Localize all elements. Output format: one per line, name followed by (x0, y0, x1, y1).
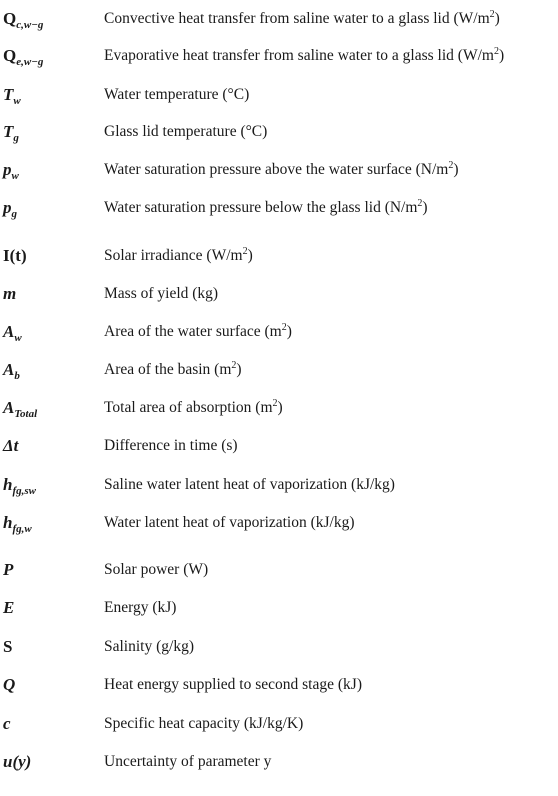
definition-text: Heat energy supplied to second stage (kJ) (104, 676, 362, 693)
symbol-subscript: w (13, 95, 21, 107)
nomenclature-row (0, 674, 558, 704)
definition (104, 397, 283, 419)
definition-text: Convective heat transfer from saline water to a glass lid (W/m (104, 10, 490, 27)
symbol (3, 713, 11, 735)
definition (104, 713, 303, 735)
symbol (3, 512, 32, 534)
definition (104, 197, 428, 219)
nomenclature-row (0, 45, 558, 75)
symbol-base: p (3, 160, 12, 179)
definition (104, 8, 500, 30)
symbol (3, 245, 27, 267)
unit-superscript: 2 (231, 360, 237, 371)
definition (104, 321, 292, 343)
definition-text: Specific heat capacity (kJ/kg/K) (104, 715, 304, 732)
symbol-base: A (3, 398, 15, 417)
symbol-base: I(t) (3, 246, 27, 265)
nomenclature-row (0, 197, 558, 227)
definition-suffix: ) (422, 199, 428, 216)
definition (104, 751, 271, 773)
nomenclature-row (0, 636, 558, 666)
symbol-base: E (3, 598, 15, 617)
definition-text: Salinity (g/kg) (104, 638, 194, 655)
definition-suffix: ) (236, 361, 242, 378)
symbol-base: Q (3, 46, 17, 65)
symbol-subscript: c,w−g (16, 19, 44, 31)
unit-superscript: 2 (493, 46, 499, 57)
symbol-base: P (3, 560, 14, 579)
symbol-base: m (3, 284, 17, 303)
definition-text: Water temperature (°C) (104, 86, 250, 103)
symbol-subscript: w (14, 332, 22, 344)
symbol (3, 159, 19, 181)
symbol-base: T (3, 122, 14, 141)
symbol-subscript: b (14, 370, 20, 382)
definition-text: Water saturation pressure above the water surface (N/m (104, 161, 449, 178)
symbol (3, 121, 19, 143)
unit-superscript: 2 (242, 246, 248, 257)
definition-text: Area of the water surface (m (104, 323, 282, 340)
nomenclature-row (0, 283, 558, 313)
symbol-base: S (3, 637, 13, 656)
symbol (3, 45, 43, 67)
symbol (3, 597, 14, 619)
definition (104, 45, 504, 67)
symbol-base: A (3, 322, 15, 341)
nomenclature-row (0, 321, 558, 351)
definition (104, 597, 176, 619)
definition-text: Water saturation pressure below the glass lid (N/m (104, 199, 418, 216)
symbol-base: Q (3, 9, 17, 28)
definition-text: Evaporative heat transfer from saline water to a glass lid (W/m (104, 47, 494, 64)
symbol-subscript: Total (14, 408, 38, 420)
definition-suffix: ) (247, 247, 253, 264)
nomenclature-row (0, 397, 558, 427)
definition (104, 84, 249, 106)
unit-superscript: 2 (272, 398, 278, 409)
definition-text: Saline water latent heat of vaporization (kJ/kg) (104, 476, 395, 493)
definition-text: Difference in time (s) (104, 437, 238, 454)
definition (104, 359, 242, 381)
definition (104, 674, 362, 696)
definition-text: Water latent heat of vaporization (kJ/kg) (104, 514, 355, 531)
symbol-base: Q (3, 675, 16, 694)
symbol (3, 474, 36, 496)
symbol (3, 559, 13, 581)
nomenclature-row (0, 359, 558, 389)
symbol (3, 359, 20, 381)
definition (104, 283, 218, 305)
definition (104, 159, 459, 181)
nomenclature-row (0, 245, 558, 275)
symbol (3, 435, 18, 457)
definition (104, 636, 194, 658)
symbol-base: p (3, 198, 12, 217)
nomenclature-row (0, 597, 558, 627)
nomenclature-row (0, 8, 558, 38)
symbol-subscript: fg,w (12, 523, 32, 535)
definition-text: Area of the basin (m (104, 361, 232, 378)
definition-suffix: ) (494, 10, 500, 27)
symbol-subscript: g (11, 208, 17, 220)
definition-suffix: ) (498, 47, 505, 64)
symbol-subscript: e,w−g (16, 56, 44, 68)
symbol (3, 636, 12, 658)
definition-text: Glass lid temperature (°C) (104, 123, 268, 140)
symbol-subscript: g (13, 132, 19, 144)
symbol (3, 397, 37, 419)
definition (104, 474, 395, 496)
definition-text: Total area of absorption (m (104, 399, 273, 416)
symbol-subscript: fg,sw (12, 485, 36, 497)
definition-text: Uncertainty of parameter y (104, 753, 272, 770)
symbol (3, 674, 15, 696)
symbol (3, 197, 17, 219)
symbol (3, 84, 21, 106)
definition-suffix: ) (453, 161, 459, 178)
symbol-base: A (3, 360, 15, 379)
definition-text: Solar irradiance (W/m (104, 247, 243, 264)
unit-superscript: 2 (281, 322, 287, 333)
unit-superscript: 2 (489, 9, 495, 20)
nomenclature-row (0, 559, 558, 589)
nomenclature-row (0, 435, 558, 465)
nomenclature-row (0, 84, 558, 114)
nomenclature-row (0, 474, 558, 504)
nomenclature-row (0, 512, 558, 542)
symbol (3, 321, 22, 343)
nomenclature-row (0, 713, 558, 743)
nomenclature-row (0, 751, 558, 781)
symbol-base: Δt (3, 436, 19, 455)
symbol-base: T (3, 85, 14, 104)
definition-text: Mass of yield (kg) (104, 285, 219, 302)
definition-suffix: ) (286, 323, 292, 340)
symbol (3, 283, 16, 305)
definition-suffix: ) (277, 399, 283, 416)
unit-superscript: 2 (417, 198, 423, 209)
definition-text: Energy (kJ) (104, 599, 177, 616)
definition-text: Solar power (W) (104, 561, 209, 578)
symbol-base: c (3, 714, 11, 733)
nomenclature-row (0, 159, 558, 189)
symbol-base: h (3, 513, 13, 532)
symbol-base: h (3, 475, 13, 494)
definition (104, 435, 238, 457)
symbol (3, 751, 31, 773)
symbol-base: u(y) (3, 752, 32, 771)
unit-superscript: 2 (448, 160, 454, 171)
definition (104, 512, 355, 534)
symbol-subscript: w (11, 170, 19, 182)
symbol (3, 8, 43, 30)
nomenclature-row (0, 121, 558, 151)
definition (104, 245, 253, 267)
definition (104, 559, 208, 581)
definition (104, 121, 267, 143)
